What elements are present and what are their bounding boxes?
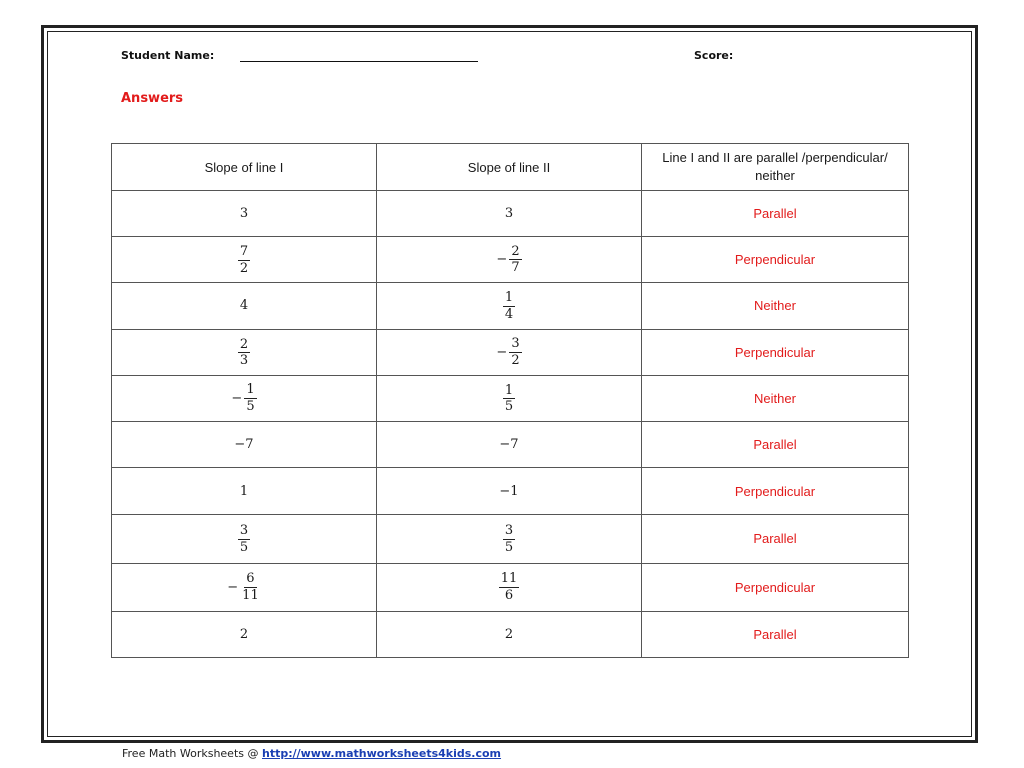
slope-line-2-cell [377,283,642,329]
fraction-numerator: 1 [246,382,255,398]
fraction-denominator: 7 [511,260,520,276]
table-row [112,563,909,611]
fraction-numerator: 2 [239,336,249,352]
slope-value [499,572,520,602]
slope-value [238,338,250,368]
table-row [112,329,909,375]
fraction [238,245,250,275]
slope-value [496,245,521,275]
slope-value [240,206,248,221]
slope-line-1-cell [112,329,377,375]
slope-line-2-cell [377,375,642,421]
table-row [112,468,909,515]
slope-line-1-cell [112,283,377,329]
table-row [112,283,909,329]
column-header-relationship-text: Line I and II are parallel /perpendicular/ neither [662,150,888,183]
slope-line-2-cell [377,237,642,283]
slope-value [240,484,248,499]
fraction-numerator: 2 [511,243,520,259]
fraction-numerator: 1 [504,382,514,398]
slope-number: 2 [504,626,514,642]
fraction [509,245,521,275]
fraction [509,337,521,367]
slope-value [234,437,253,452]
fraction [499,572,520,602]
column-header-slope-line-1: Slope of line I [112,144,377,191]
fraction [503,291,515,321]
slope-number: 3 [239,206,249,222]
fraction-denominator: 11 [242,587,259,603]
slope-line-1-cell [112,237,377,283]
slope-line-2-cell [377,563,642,611]
table-row [112,237,909,283]
relationship-answer: Parallel [642,421,909,467]
slope-value [499,437,518,452]
slope-value [499,484,518,499]
slope-line-2-cell [377,191,642,237]
fraction [238,338,250,368]
slope-number: −1 [499,483,519,499]
slope-line-1-cell [112,191,377,237]
slope-value [240,298,248,313]
fraction-numerator: 11 [500,571,518,587]
column-header-relationship [642,144,909,191]
slope-line-2-cell [377,515,642,563]
slope-line-1-cell [112,421,377,467]
fraction-numerator: 3 [239,523,249,539]
table-row [112,375,909,421]
fraction-numerator: 3 [504,523,514,539]
relationship-answer: Neither [642,283,909,329]
fraction-numerator: 6 [246,570,255,586]
slope-value [505,206,513,221]
footer [122,747,501,760]
footer-link[interactable]: http://www.mathworksheets4kids.com [261,747,502,760]
negative-sign: − [231,390,243,406]
fraction-denominator: 3 [239,353,249,369]
fraction-denominator: 5 [504,399,514,415]
table-header-row [112,144,909,191]
negative-sign: − [496,344,508,360]
score-label: Score: [694,49,734,62]
fraction-denominator: 2 [511,352,520,368]
fraction-numerator: 3 [511,336,520,352]
slope-line-1-cell [112,375,377,421]
fraction [244,383,256,413]
fraction-denominator: 6 [504,588,514,604]
slope-line-1-cell [112,611,377,657]
relationship-answer: Perpendicular [642,329,909,375]
table-row [112,191,909,237]
slope-number: −7 [499,437,519,453]
table-row [112,611,909,657]
answer-table [111,143,909,658]
slope-value [503,291,515,321]
table-row [112,421,909,467]
relationship-answer: Perpendicular [642,563,909,611]
student-name-label: Student Name: [121,49,215,62]
relationship-answer: Neither [642,375,909,421]
answers-heading: Answers [121,91,184,106]
fraction-denominator: 2 [239,260,249,276]
fraction-denominator: 5 [239,539,249,555]
relationship-answer: Perpendicular [642,237,909,283]
relationship-answer: Parallel [642,515,909,563]
slope-value [231,383,256,413]
column-header-slope-line-2: Slope of line II [377,144,642,191]
fraction-denominator: 4 [504,306,514,322]
table-row [112,515,909,563]
fraction [503,384,515,414]
fraction [238,524,250,554]
slope-number: 3 [504,206,514,222]
relationship-answer: Perpendicular [642,468,909,515]
slope-number: 4 [239,298,249,314]
slope-line-2-cell [377,421,642,467]
slope-line-1-cell [112,563,377,611]
slope-value [505,627,513,642]
relationship-answer: Parallel [642,611,909,657]
fraction-numerator: 1 [504,290,514,306]
slope-line-1-cell [112,515,377,563]
fraction-numerator: 7 [239,244,249,260]
slope-value [238,245,250,275]
slope-value [240,627,248,642]
fraction-denominator: 5 [246,398,255,414]
slope-value [227,572,260,602]
negative-sign: − [227,579,239,595]
negative-sign: − [496,252,508,268]
slope-number: 2 [239,626,249,642]
slope-number: 1 [239,483,249,499]
slope-value [496,337,521,367]
slope-value [503,524,515,554]
slope-line-2-cell [377,329,642,375]
slope-line-2-cell [377,468,642,515]
slope-value [238,524,250,554]
slope-number: −7 [234,437,254,453]
relationship-answer: Parallel [642,191,909,237]
fraction [240,572,261,602]
slope-line-1-cell [112,468,377,515]
student-name-line [240,61,478,62]
footer-text: Free Math Worksheets @ [122,747,262,760]
fraction-denominator: 5 [504,539,514,555]
slope-value [503,384,515,414]
fraction [503,524,515,554]
slope-line-2-cell [377,611,642,657]
